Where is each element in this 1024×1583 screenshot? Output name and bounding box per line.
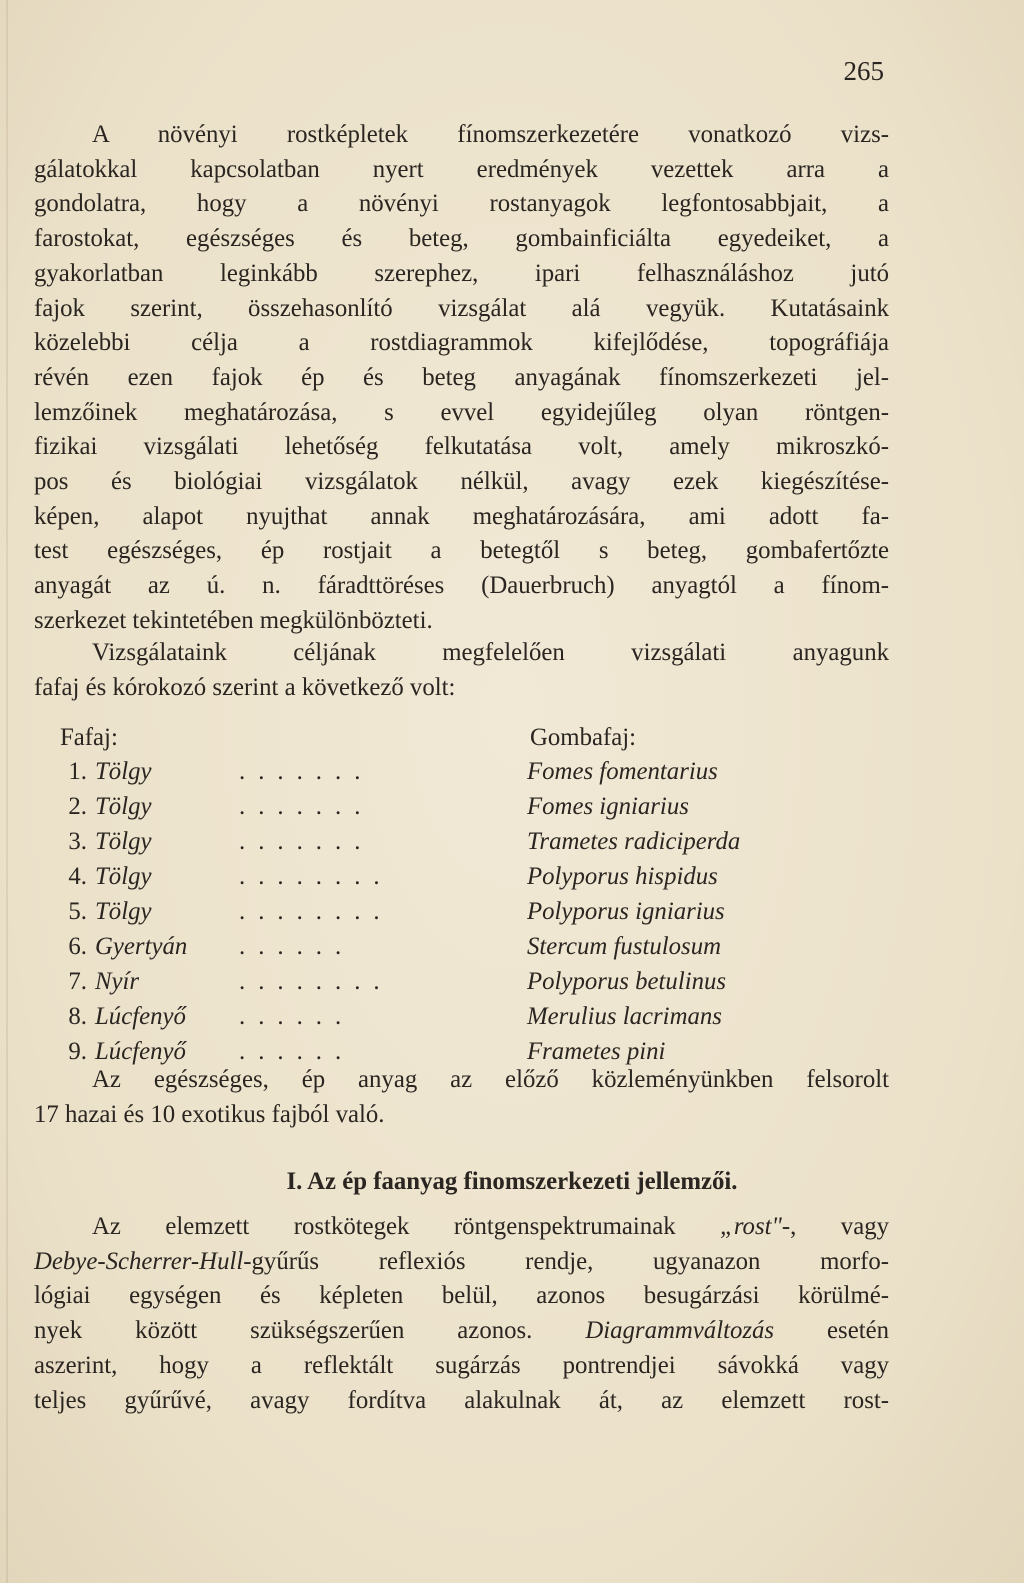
fungus-species: Stercum fustulosum [527, 933, 722, 960]
leader-dots: ....... [239, 758, 374, 785]
text-line: 17 hazai és 10 exotikus fajból való. [34, 1100, 385, 1128]
leader-dots: ....... [239, 828, 374, 855]
text-run: nyek között szükségszerűen azonos. [34, 1317, 586, 1345]
text-line: gondolatra, hogy a növényi rostanyagok legfontosabbjait, a [34, 190, 889, 218]
intro-paragraph [34, 118, 889, 639]
text-line: révén ezen fajok ép és beteg anyagának fínomszerkezeti jel- [34, 363, 889, 391]
text-line: pos és biológiai vizsgálatok nélkül, avagy ezek kiegészítése- [34, 468, 889, 496]
leader-dots: ........ [239, 898, 393, 925]
table-row [57, 758, 837, 793]
leader-dots: ...... [239, 1003, 355, 1030]
table-header-fungus: Gombafaj: [530, 724, 637, 751]
wood-species: Gyertyán [95, 933, 188, 960]
table-header-wood: Fafaj: [60, 724, 118, 751]
page-number: 265 [843, 56, 884, 86]
fungus-species: Polyporus hispidus [527, 863, 718, 890]
leader-dots: ........ [239, 968, 393, 995]
text-line: gyakorlatban leginkább szerephez, ipari felhasználáshoz jutó [34, 259, 889, 287]
row-number: 3. [68, 828, 87, 855]
row-number: 4. [68, 863, 87, 890]
text-line: szerkezet tekintetében megkülönbözteti. [34, 606, 433, 634]
text-line: fizikai vizsgálati lehetőség felkutatása volt, amely mikroszkó- [34, 433, 889, 461]
text-run: -gyűrűs reflexiós rendje, ugyanazon morfo- [243, 1247, 889, 1275]
fungus-species: Frametes pini [527, 1038, 666, 1065]
text-line: test egészséges, ép rostjait a betegtől s beteg, gombafertőzte [34, 537, 889, 565]
row-number: 7. [68, 968, 87, 995]
wood-species: Lúcfenyő [95, 1003, 186, 1030]
text-line: anyagát az ú. n. fáradttöréses (Dauerbruch) anyagtól a fínom- [34, 572, 889, 600]
fungus-species: Fomes fomentarius [527, 758, 718, 785]
wood-species: Lúcfenyő [95, 1038, 186, 1065]
fungus-species: Fomes igniarius [527, 793, 689, 820]
text-line [34, 1314, 889, 1349]
text-run: Az elemzett rostkötegek röntgenspektrumainak [92, 1213, 721, 1240]
wood-species: Tölgy [95, 828, 152, 855]
text-line: fafaj és kórokozó szerint a következő volt: [34, 673, 456, 701]
text-line: lógiai egységen és képleten belül, azonos besugárzási körülmé- [34, 1282, 889, 1310]
text-line: farostokat, egészséges és beteg, gombainficiálta egyedeiket, a [34, 225, 889, 253]
text-line: közelebbi célja a rostdiagrammok kifejlődése, topográfiája [34, 329, 889, 357]
text-line: A növényi rostképletek fínomszerkezetére vonatkozó vizs- [92, 121, 889, 148]
section-heading: I. Az ép faanyag finomszerkezeti jellemzői. [286, 1168, 738, 1195]
table-row [57, 1003, 837, 1038]
section-paragraph [34, 1210, 889, 1418]
wood-species: Tölgy [95, 758, 152, 785]
leader-dots: ...... [239, 1038, 355, 1065]
text-line: teljes gyűrűvé, avagy fordítva alakulnak át, az elemzett rost- [34, 1386, 889, 1414]
fungus-species: Trametes radiciperda [527, 828, 741, 855]
table-row [57, 863, 837, 898]
page-edge-shadow [6, 0, 8, 1583]
leader-dots: ...... [239, 933, 355, 960]
table-row [57, 898, 837, 933]
wood-species: Tölgy [95, 863, 152, 890]
row-number: 9. [68, 1038, 87, 1065]
emphasis-term: Debye-Scherrer-Hull [34, 1247, 244, 1275]
row-number: 8. [68, 1003, 87, 1030]
text-line: gálatokkal kapcsolatban nyert eredmények vezettek arra a [34, 155, 889, 183]
text-line [34, 1210, 889, 1245]
emphasis-term: „rost" [720, 1213, 782, 1240]
table-row [57, 968, 837, 1003]
row-number: 2. [68, 793, 87, 820]
text-line: lemzőinek meghatározása, s evvel egyidejűleg olyan röntgen- [34, 398, 889, 426]
text-line: fajok szerint, összehasonlító vizsgálat alá vegyük. Kutatásaink [34, 294, 889, 322]
leader-dots: ........ [239, 863, 393, 890]
text-line: Az egészséges, ép anyag az előző közleményünkben felsorolt [92, 1066, 889, 1093]
emphasis-term: Diagrammváltozás [585, 1317, 775, 1345]
row-number: 1. [68, 758, 87, 785]
leader-dots: ....... [239, 793, 374, 820]
row-number: 5. [68, 898, 87, 925]
fungus-species: Polyporus igniarius [527, 898, 725, 925]
materials-paragraph [34, 636, 889, 705]
wood-species: Tölgy [95, 898, 152, 925]
after-table-paragraph [34, 1063, 889, 1132]
wood-species: Tölgy [95, 793, 152, 820]
text-run: esetén [774, 1317, 889, 1345]
text-line [34, 1245, 889, 1280]
table-row [57, 933, 837, 968]
row-number: 6. [68, 933, 87, 960]
fungus-species: Polyporus betulinus [527, 968, 727, 995]
text-run: -, vagy [781, 1213, 889, 1240]
table-row [57, 828, 837, 863]
wood-species: Nyír [95, 968, 140, 995]
text-line: Vizsgálataink céljának megfelelően vizsgálati anyagunk [92, 639, 889, 666]
text-line: képen, alapot nyujthat annak meghatározására, ami adott fa- [34, 502, 889, 530]
text-line: aszerint, hogy a reflektált sugárzás pontrendjei sávokká vagy [34, 1351, 889, 1379]
fungus-species: Merulius lacrimans [527, 1003, 722, 1030]
table-row [57, 793, 837, 828]
